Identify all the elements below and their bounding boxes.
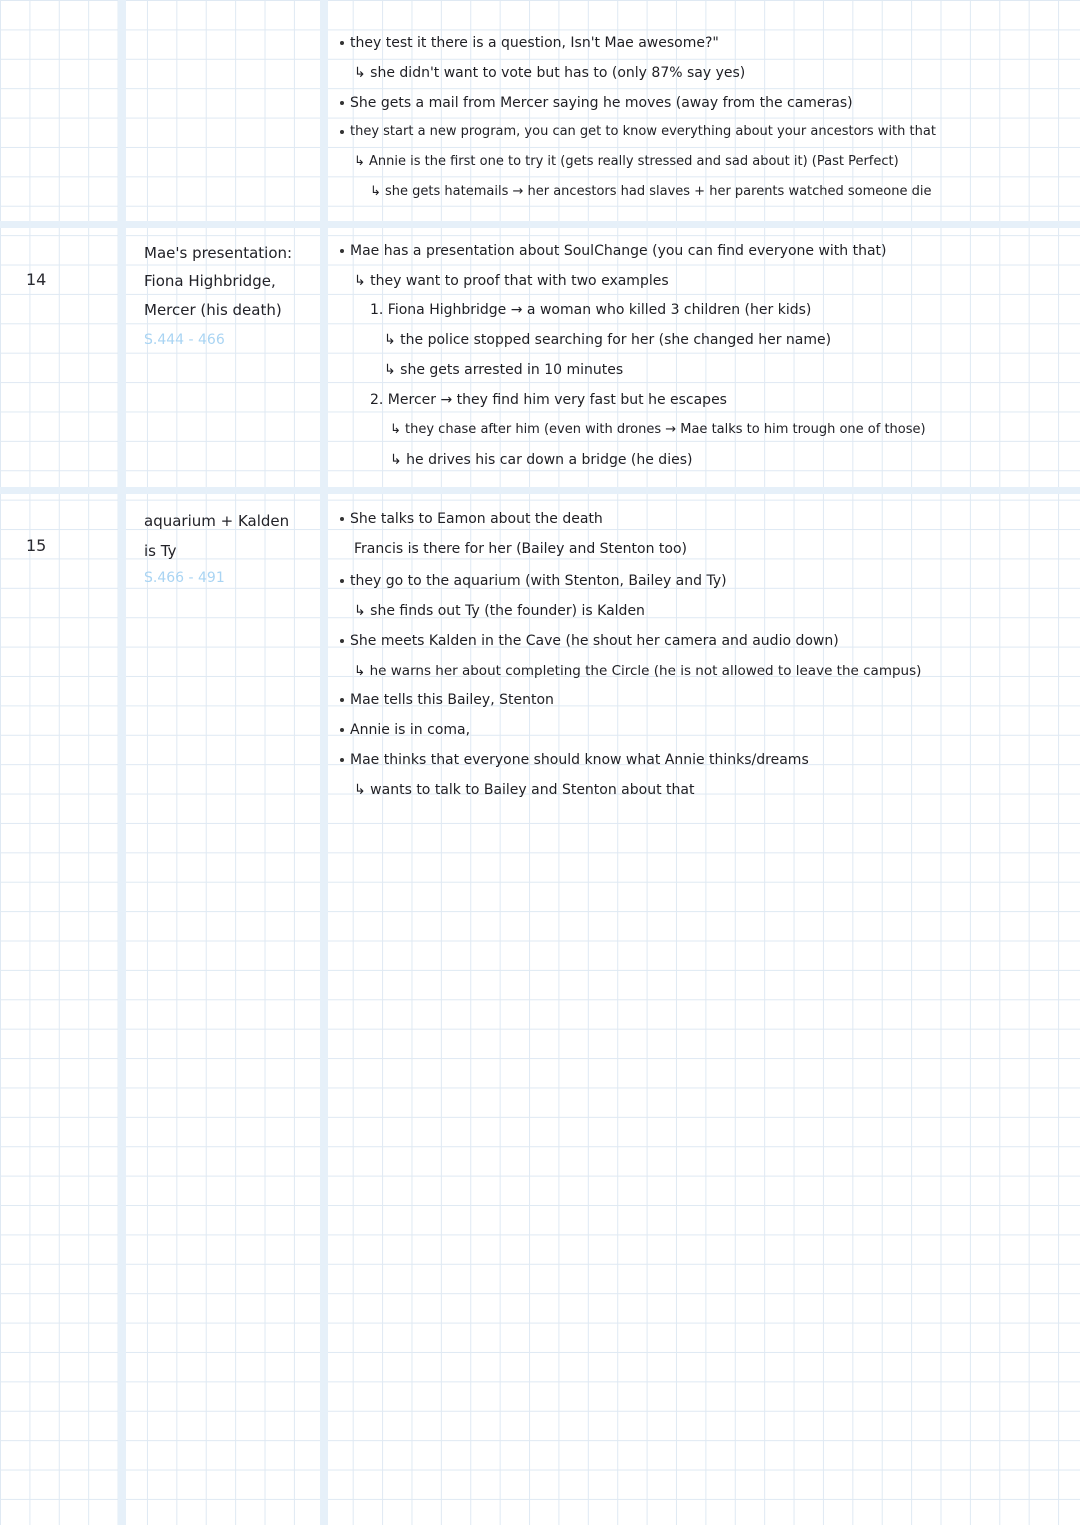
chapter-pages: S.444 - 466	[144, 332, 225, 348]
bullet-icon	[340, 130, 344, 134]
note-line	[354, 660, 921, 682]
note-text: ↳ they chase after him (even with drones → Mae talks to him trough one of those)	[390, 422, 926, 437]
note-text: Mae thinks that everyone should know what Annie thinks/dreams	[350, 752, 809, 768]
note-text: ↳ she didn't want to vote but has to (only 87% say yes)	[354, 65, 746, 81]
note-line	[370, 181, 931, 203]
bullet-icon	[340, 639, 344, 643]
note-text: 2. Mercer → they find him very fast but he escapes	[370, 392, 727, 408]
note-line	[340, 630, 839, 652]
bullet-icon	[340, 101, 344, 105]
number-column-divider	[118, 0, 126, 1525]
note-line	[340, 92, 853, 114]
note-line	[340, 749, 809, 771]
note-text: She gets a mail from Mercer saying he moves (away from the cameras)	[350, 95, 853, 111]
note-text: ↳ she gets arrested in 10 minutes	[384, 362, 624, 378]
content-column-divider	[320, 0, 328, 1525]
section-divider-15	[0, 487, 1080, 494]
note-line	[354, 779, 694, 801]
note-text: Mae has a presentation about SoulChange (you can find everyone with that)	[350, 243, 887, 259]
note-line	[340, 240, 886, 262]
note-line	[340, 32, 719, 54]
note-line	[370, 299, 811, 321]
bullet-icon	[340, 698, 344, 702]
note-line	[384, 329, 831, 351]
bullet-icon	[340, 579, 344, 583]
bullet-icon	[340, 758, 344, 762]
section-divider-14	[0, 221, 1080, 228]
chapter-title-line: Mae's presentation:	[144, 244, 293, 262]
note-line	[340, 570, 727, 592]
note-text: Francis is there for her (Bailey and Stenton too)	[354, 541, 687, 557]
note-text: ↳ he drives his car down a bridge (he dies)	[390, 452, 693, 468]
note-text: ↳ wants to talk to Bailey and Stenton about that	[354, 782, 695, 798]
note-line	[354, 270, 669, 292]
note-text: Annie is in coma,	[350, 722, 471, 738]
bullet-icon	[340, 517, 344, 521]
note-text: ↳ Annie is the first one to try it (gets really stressed and sad about it) (Past Perfect)	[354, 154, 899, 169]
chapter-pages: S.466 - 491	[144, 570, 225, 586]
note-text: ↳ he warns her about completing the Circle (he is not allowed to leave the campus)	[354, 663, 922, 679]
chapter-number: 14	[26, 270, 47, 289]
note-text: ↳ the police stopped searching for her (she changed her name)	[384, 332, 832, 348]
note-line	[340, 121, 936, 143]
note-text: ↳ she finds out Ty (the founder) is Kalden	[354, 603, 645, 619]
note-text: ↳ they want to proof that with two examples	[354, 273, 669, 289]
note-text: Mae tells this Bailey, Stenton	[350, 692, 554, 708]
note-line	[340, 689, 554, 711]
note-line	[354, 600, 645, 622]
note-line	[390, 419, 926, 441]
note-text: She talks to Eamon about the death	[350, 511, 603, 527]
note-line	[390, 449, 692, 471]
note-line	[370, 389, 727, 411]
note-line	[340, 508, 603, 530]
chapter-number: 15	[26, 536, 47, 555]
note-text: 1. Fiona Highbridge → a woman who killed 3 children (her kids)	[370, 302, 812, 318]
note-text: She meets Kalden in the Cave (he shout her camera and audio down)	[350, 633, 839, 649]
chapter-title-line: Fiona Highbridge,	[144, 272, 276, 290]
note-line	[354, 62, 745, 84]
chapter-title-line: Mercer (his death)	[144, 301, 282, 319]
note-text: ↳ she gets hatemails → her ancestors had slaves + her parents watched someone die	[370, 184, 932, 199]
note-line	[354, 151, 899, 173]
note-line	[384, 359, 623, 381]
chapter-title-line: is Ty	[144, 542, 177, 560]
bullet-icon	[340, 728, 344, 732]
bullet-icon	[340, 41, 344, 45]
note-text: they go to the aquarium (with Stenton, Bailey and Ty)	[350, 573, 727, 589]
note-line	[340, 719, 470, 741]
note-text: they test it there is a question, Isn't Mae awesome?"	[350, 35, 719, 51]
chapter-title-line: aquarium + Kalden	[144, 512, 290, 530]
note-line	[354, 538, 687, 560]
note-text: they start a new program, you can get to know everything about your ancestors with that	[350, 124, 936, 139]
bullet-icon	[340, 249, 344, 253]
